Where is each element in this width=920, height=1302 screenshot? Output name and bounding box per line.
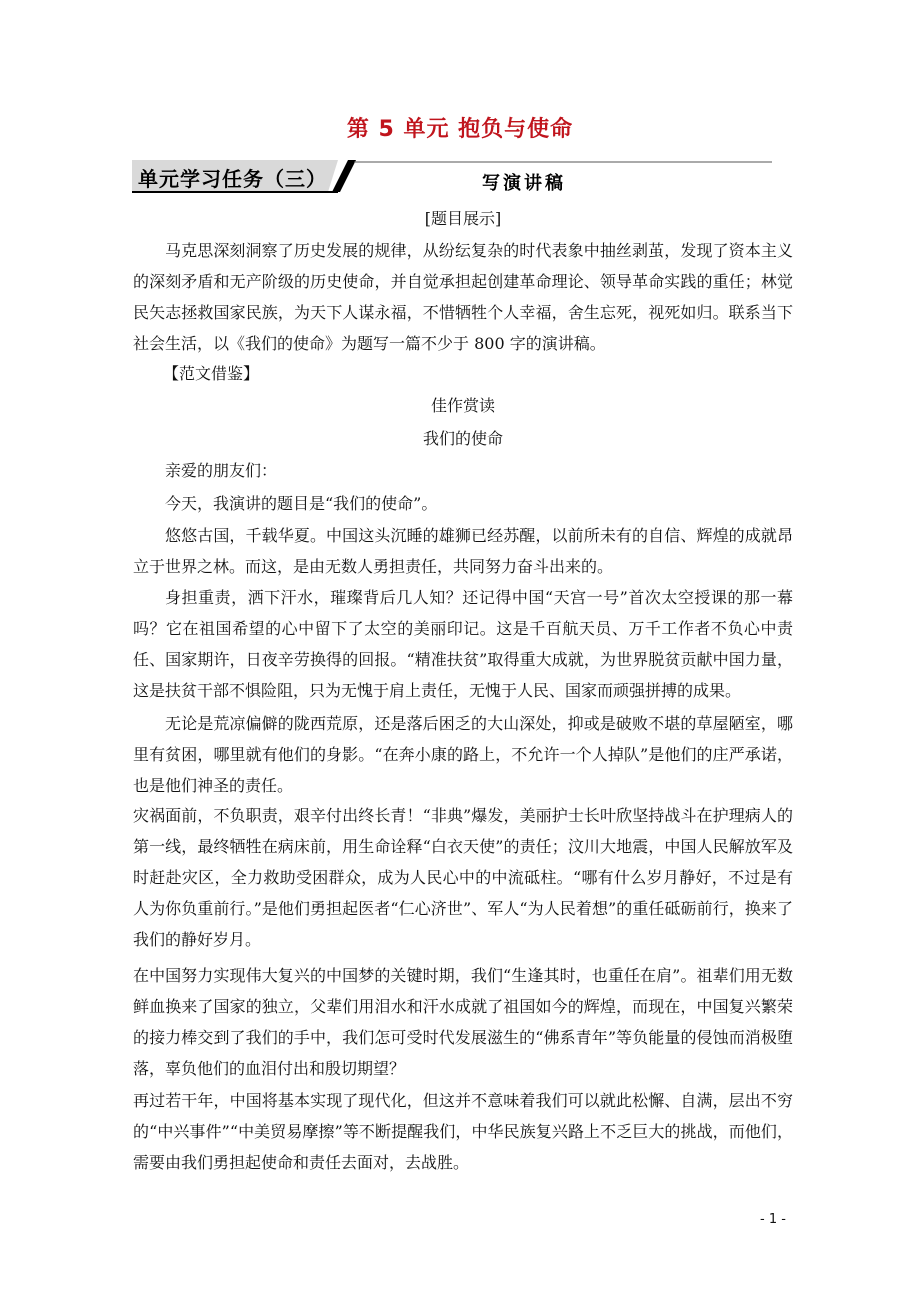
essay-section-label: 【范文借鉴】 <box>163 364 260 383</box>
essay-paragraph: 灾祸面前，不负职责，艰辛付出终长青！“非典”爆发，美丽护士长叶欣坚持战斗在护理病人的第一线，最终牺牲在病床前，用生命诠释“白衣天使”的责任；汶川大地震，中国人民解放军及时赶赴灾区，全力救助受困群众，成为人民心中的中流砥柱。“哪有什么岁月静好，不过是有人为你负重前行。”是他们勇担起医者“仁心济世”、军人“为人民着想”的重任砥砺前行，换来了我们的静好岁月。 <box>133 806 793 949</box>
prompt-text: 马克思深刻洞察了历史发展的规律，从纷纭复杂的时代表象中抽丝剥茧，发现了资本主义的深刻矛盾和无产阶级的历史使命，并自觉承担起创建革命理论、领导革命实践的重任；林觉民矢志拯救国家民族，为天下人谋永福，不惜牺牲个人幸福，舍生忘死，视死如归。联系当下社会生活，以《我们的使命》为题写一篇不少于 800 字的演讲稿。 <box>133 241 793 353</box>
essay-title: 我们的使命 <box>422 429 503 448</box>
essay-paragraph: 无论是荒凉偏僻的陇西荒原，还是落后困乏的大山深处，抑或是破败不堪的草屋陋室，哪里有贫困，哪里就有他们的身影。“在奔小康的路上，不允许一个人掉队”是他们的庄严承诺，也是他们神圣的责任。 <box>133 714 793 795</box>
essay-greeting: 亲爱的朋友们： <box>165 461 278 480</box>
unit-title: 第 5 单元 抱负与使命 <box>346 117 574 142</box>
essay-heading: 佳作赏读 <box>430 396 495 415</box>
prompt-section-label: [题目展示] <box>424 209 502 228</box>
task-banner <box>132 156 772 202</box>
essay-paragraph: 在中国努力实现伟大复兴的中国梦的关键时期，我们“生逢其时，也重任在肩”。祖辈们用无数鲜血换来了国家的独立，父辈们用泪水和汗水成就了祖国如今的辉煌，而现在，中国复兴繁荣的接力棒交到了我们的手中，我们怎可受时代发展滋生的“佛系青年”等负能量的侵蚀而消极堕落，辜负他们的血泪付出和殷切期望？ <box>133 966 793 1078</box>
essay-paragraph: 身担重责，洒下汗水，璀璨背后几人知？还记得中国“天宫一号”首次太空授课的那一幕吗？它在祖国希望的心中留下了太空的美丽印记。这是千百航天员、万千工作者不负心中责任、国家期许，日夜辛劳换得的回报。“精准扶贫”取得重大成就，为世界脱贫贡献中国力量，这是扶贫干部不惧险阻，只为无愧于肩上责任，无愧于人民、国家而顽强拼搏的成果。 <box>133 588 793 700</box>
essay-paragraph: 今天，我演讲的题目是“我们的使命”。 <box>165 494 438 513</box>
task-label: 单元学习任务（三） <box>138 167 327 191</box>
essay-paragraph: 悠悠古国，千载华夏。中国这头沉睡的雄狮已经苏醒，以前所未有的自信、辉煌的成就昂立于世界之林。而这，是由无数人勇担责任，共同努力奋斗出来的。 <box>133 526 793 576</box>
essay-paragraph: 再过若干年，中国将基本实现了现代化，但这并不意味着我们可以就此松懈、自满，层出不穷的“中兴事件”“中美贸易摩擦”等不断提醒我们，中华民族复兴路上不乏巨大的挑战，而他们，需要由我们勇担起使命和责任去面对，去战胜。 <box>133 1091 793 1172</box>
page-number: - 1 - <box>760 1212 786 1227</box>
task-subtitle: 写演讲稿 <box>482 173 566 194</box>
